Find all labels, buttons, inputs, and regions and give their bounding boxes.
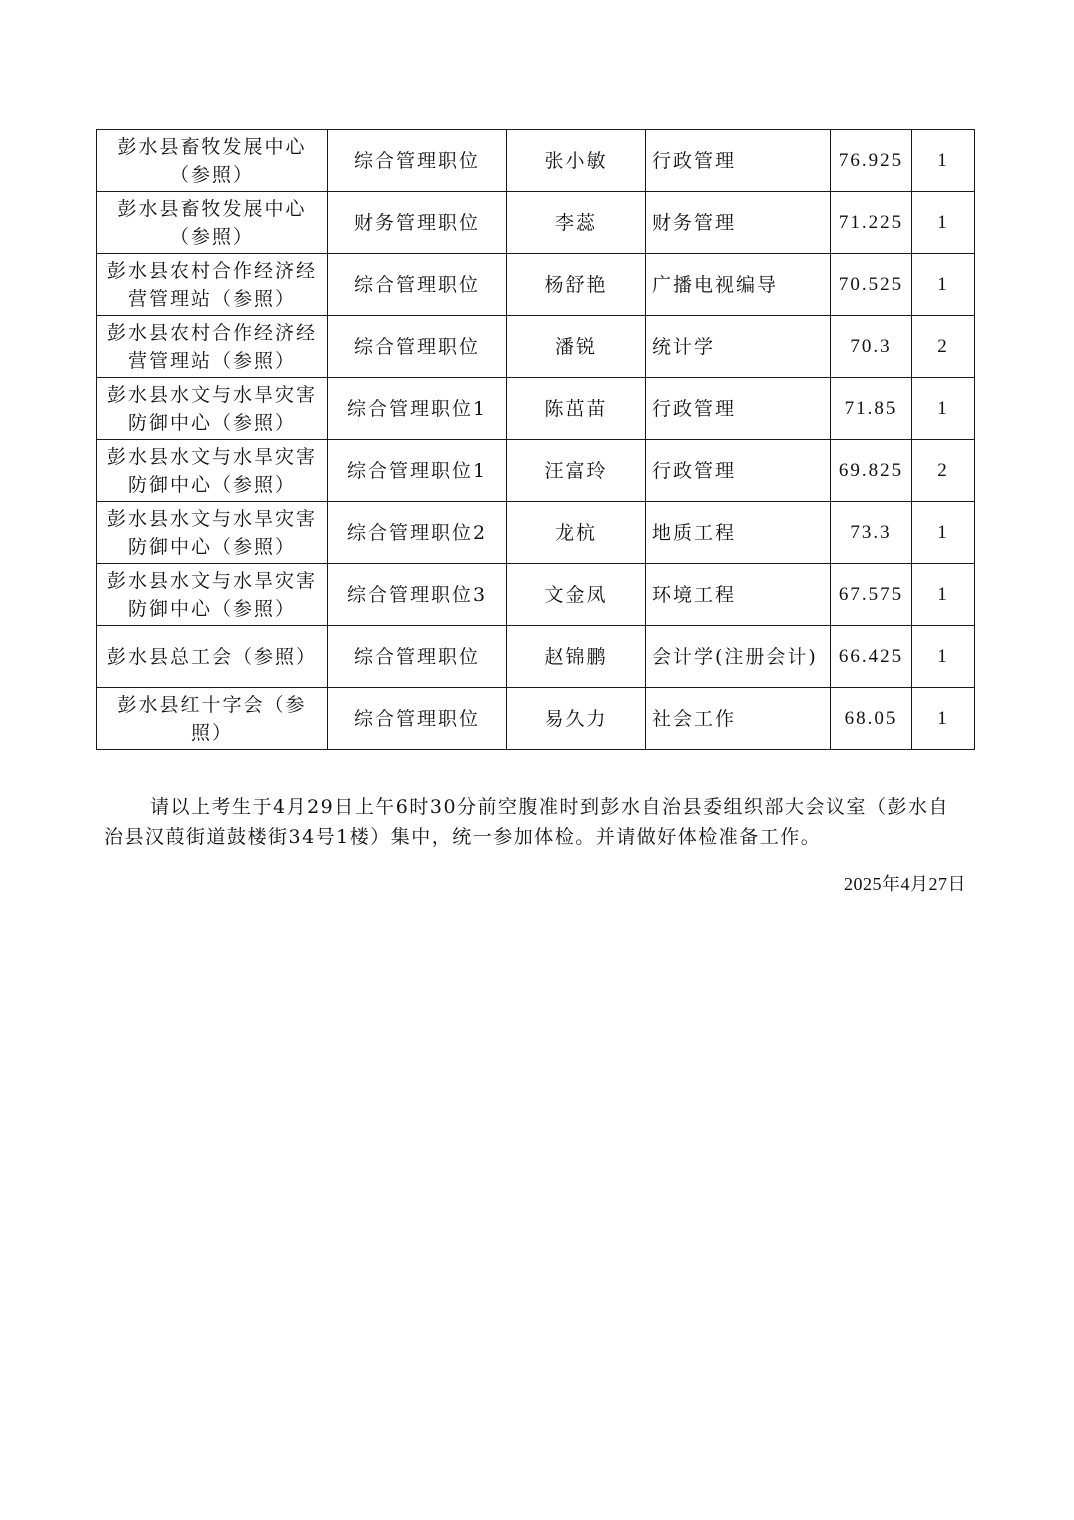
- table-row: [97, 254, 975, 316]
- name-cell: 杨舒艳: [507, 254, 646, 316]
- rank-cell: 2: [912, 440, 975, 502]
- table-row: [97, 378, 975, 440]
- rank-cell: 2: [912, 316, 975, 378]
- score-cell: 70.525: [831, 254, 912, 316]
- major-cell: 行政管理: [646, 440, 831, 502]
- score-cell: 76.925: [831, 130, 912, 192]
- position-cell: 综合管理职位2: [328, 502, 507, 564]
- candidate-table-body: [97, 130, 975, 750]
- exam-notice: 请以上考生于4月29日上午6时30分前空腹准时到彭水自治县委组织部大会议室（彭水自治县汉葭街道鼓楼街34号1楼）集中，统一参加体检。并请做好体检准备工作。: [104, 796, 950, 848]
- major-cell: 社会工作: [646, 688, 831, 750]
- position-cell: 财务管理职位: [328, 192, 507, 254]
- position-cell: 综合管理职位1: [328, 378, 507, 440]
- name-cell: 张小敏: [507, 130, 646, 192]
- rank-cell: 1: [912, 688, 975, 750]
- name-cell: 李蕊: [507, 192, 646, 254]
- table-row: [97, 564, 975, 626]
- name-cell: 文金凤: [507, 564, 646, 626]
- score-cell: 69.825: [831, 440, 912, 502]
- position-cell: 综合管理职位: [328, 254, 507, 316]
- table-row: [97, 316, 975, 378]
- table-row: [97, 192, 975, 254]
- notice-date: 2025年4月27日: [844, 874, 966, 894]
- unit-cell: 彭水县红十字会（参照）: [97, 688, 328, 750]
- name-cell: 易久力: [507, 688, 646, 750]
- position-cell: 综合管理职位: [328, 316, 507, 378]
- candidate-table: [96, 129, 975, 750]
- unit-cell: 彭水县水文与水旱灾害防御中心（参照）: [97, 378, 328, 440]
- table-row: [97, 440, 975, 502]
- major-cell: 行政管理: [646, 130, 831, 192]
- score-cell: 70.3: [831, 316, 912, 378]
- unit-cell: 彭水县畜牧发展中心（参照）: [97, 130, 328, 192]
- unit-cell: 彭水县农村合作经济经营管理站（参照）: [97, 254, 328, 316]
- rank-cell: 1: [912, 502, 975, 564]
- unit-cell: 彭水县畜牧发展中心（参照）: [97, 192, 328, 254]
- major-cell: 行政管理: [646, 378, 831, 440]
- score-cell: 68.05: [831, 688, 912, 750]
- name-cell: 赵锦鹏: [507, 626, 646, 688]
- position-cell: 综合管理职位3: [328, 564, 507, 626]
- position-cell: 综合管理职位1: [328, 440, 507, 502]
- score-cell: 71.225: [831, 192, 912, 254]
- score-cell: 67.575: [831, 564, 912, 626]
- major-cell: 广播电视编导: [646, 254, 831, 316]
- unit-cell: 彭水县总工会（参照）: [97, 626, 328, 688]
- position-cell: 综合管理职位: [328, 688, 507, 750]
- rank-cell: 1: [912, 254, 975, 316]
- table-row: [97, 502, 975, 564]
- rank-cell: 1: [912, 564, 975, 626]
- name-cell: 陈茁苗: [507, 378, 646, 440]
- name-cell: 龙杭: [507, 502, 646, 564]
- rank-cell: 1: [912, 192, 975, 254]
- rank-cell: 1: [912, 130, 975, 192]
- rank-cell: 1: [912, 378, 975, 440]
- major-cell: 统计学: [646, 316, 831, 378]
- major-cell: 会计学(注册会计): [646, 626, 831, 688]
- major-cell: 地质工程: [646, 502, 831, 564]
- unit-cell: 彭水县水文与水旱灾害防御中心（参照）: [97, 564, 328, 626]
- name-cell: 潘锐: [507, 316, 646, 378]
- position-cell: 综合管理职位: [328, 626, 507, 688]
- score-cell: 66.425: [831, 626, 912, 688]
- table-row: [97, 626, 975, 688]
- rank-cell: 1: [912, 626, 975, 688]
- unit-cell: 彭水县水文与水旱灾害防御中心（参照）: [97, 440, 328, 502]
- position-cell: 综合管理职位: [328, 130, 507, 192]
- table-row: [97, 130, 975, 192]
- score-cell: 73.3: [831, 502, 912, 564]
- unit-cell: 彭水县农村合作经济经营管理站（参照）: [97, 316, 328, 378]
- unit-cell: 彭水县水文与水旱灾害防御中心（参照）: [97, 502, 328, 564]
- major-cell: 财务管理: [646, 192, 831, 254]
- table-row: [97, 688, 975, 750]
- score-cell: 71.85: [831, 378, 912, 440]
- name-cell: 汪富玲: [507, 440, 646, 502]
- major-cell: 环境工程: [646, 564, 831, 626]
